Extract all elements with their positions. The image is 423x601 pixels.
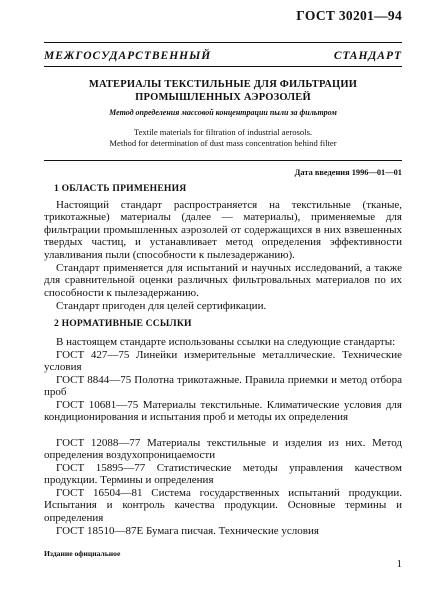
- reference-gost-15895: ГОСТ 15895—77 Статистические методы управления качеством продукции. Термины и определения: [44, 462, 402, 487]
- section-2-intro: В настоящем стандарте использованы ссылки на следующие стандарты:: [56, 336, 396, 348]
- standard-banner: МЕЖГОСУДАРСТВЕННЫЙ СТАНДАРТ: [44, 50, 402, 62]
- reference-gost-427: ГОСТ 427—75 Линейки измерительные металлические. Технические условия: [44, 349, 402, 374]
- reference-gost-12088: ГОСТ 12088—77 Материалы текстильные и изделия из них. Метод определения воздухопроницаемости: [44, 437, 402, 462]
- section-1-paragraph-1: Настоящий стандарт распространяется на текстильные (тканые, трикотажные) материалы (далее — материалы), применяемые для фильтрации промышленных аэрозолей от содержащихся в них взвешенных твердых частиц, и устанавливает метод определения эффективности улавливания пыли (способности к пылезадержанию).: [44, 199, 402, 261]
- section-1-paragraph-2: Стандарт применяется для испытаний и научных исследований, а также для сравнительной оценки различных фильтровальных материалов по их способности к пылезадержанию.: [44, 262, 402, 299]
- reference-gost-8844: ГОСТ 8844—75 Полотна трикотажные. Правила приемки и метод отбора проб: [44, 374, 402, 399]
- english-title-line-2: Method for determination of dust mass concentration behind filter: [109, 137, 337, 148]
- english-title: [44, 127, 402, 148]
- document-subtitle: Метод определения массовой концентрации пыли за фильтром: [109, 108, 337, 117]
- section-1-heading: 1 ОБЛАСТЬ ПРИМЕНЕНИЯ: [54, 183, 187, 194]
- section-2-heading: 2 НОРМАТИВНЫЕ ССЫЛКИ: [54, 318, 192, 329]
- title-rule: [44, 160, 402, 161]
- top-rule-upper: [44, 42, 402, 43]
- reference-gost-10681: ГОСТ 10681—75 Материалы текстильные. Климатические условия для кондиционирования и испытания проб и методы их определения: [44, 399, 402, 424]
- english-title-line-1: Textile materials for filtration of industrial aerosols.: [133, 127, 313, 137]
- reference-gost-18510: ГОСТ 18510—87Е Бумага писчая. Технические условия: [56, 525, 319, 537]
- title-line-1: МАТЕРИАЛЫ ТЕКСТИЛЬНЫЕ ДЛЯ ФИЛЬТРАЦИИ: [88, 79, 358, 90]
- top-rule-lower: [44, 66, 402, 67]
- title-line-2: ПРОМЫШЛЕННЫХ АЭРОЗОЛЕЙ: [135, 92, 311, 103]
- edition-label: Издание официальное: [44, 549, 121, 558]
- intro-date: Дата введения 1996—01—01: [294, 168, 402, 177]
- document-title: [44, 78, 402, 104]
- gost-code: ГОСТ 30201—94: [296, 8, 402, 23]
- reference-gost-16504: ГОСТ 16504—81 Система государственных испытаний продукции. Испытания и контроль качества продукции. Основные термины и определения: [44, 487, 402, 524]
- section-1-paragraph-3: Стандарт пригоден для целей сертификации.: [56, 300, 267, 312]
- page-number: 1: [396, 558, 402, 570]
